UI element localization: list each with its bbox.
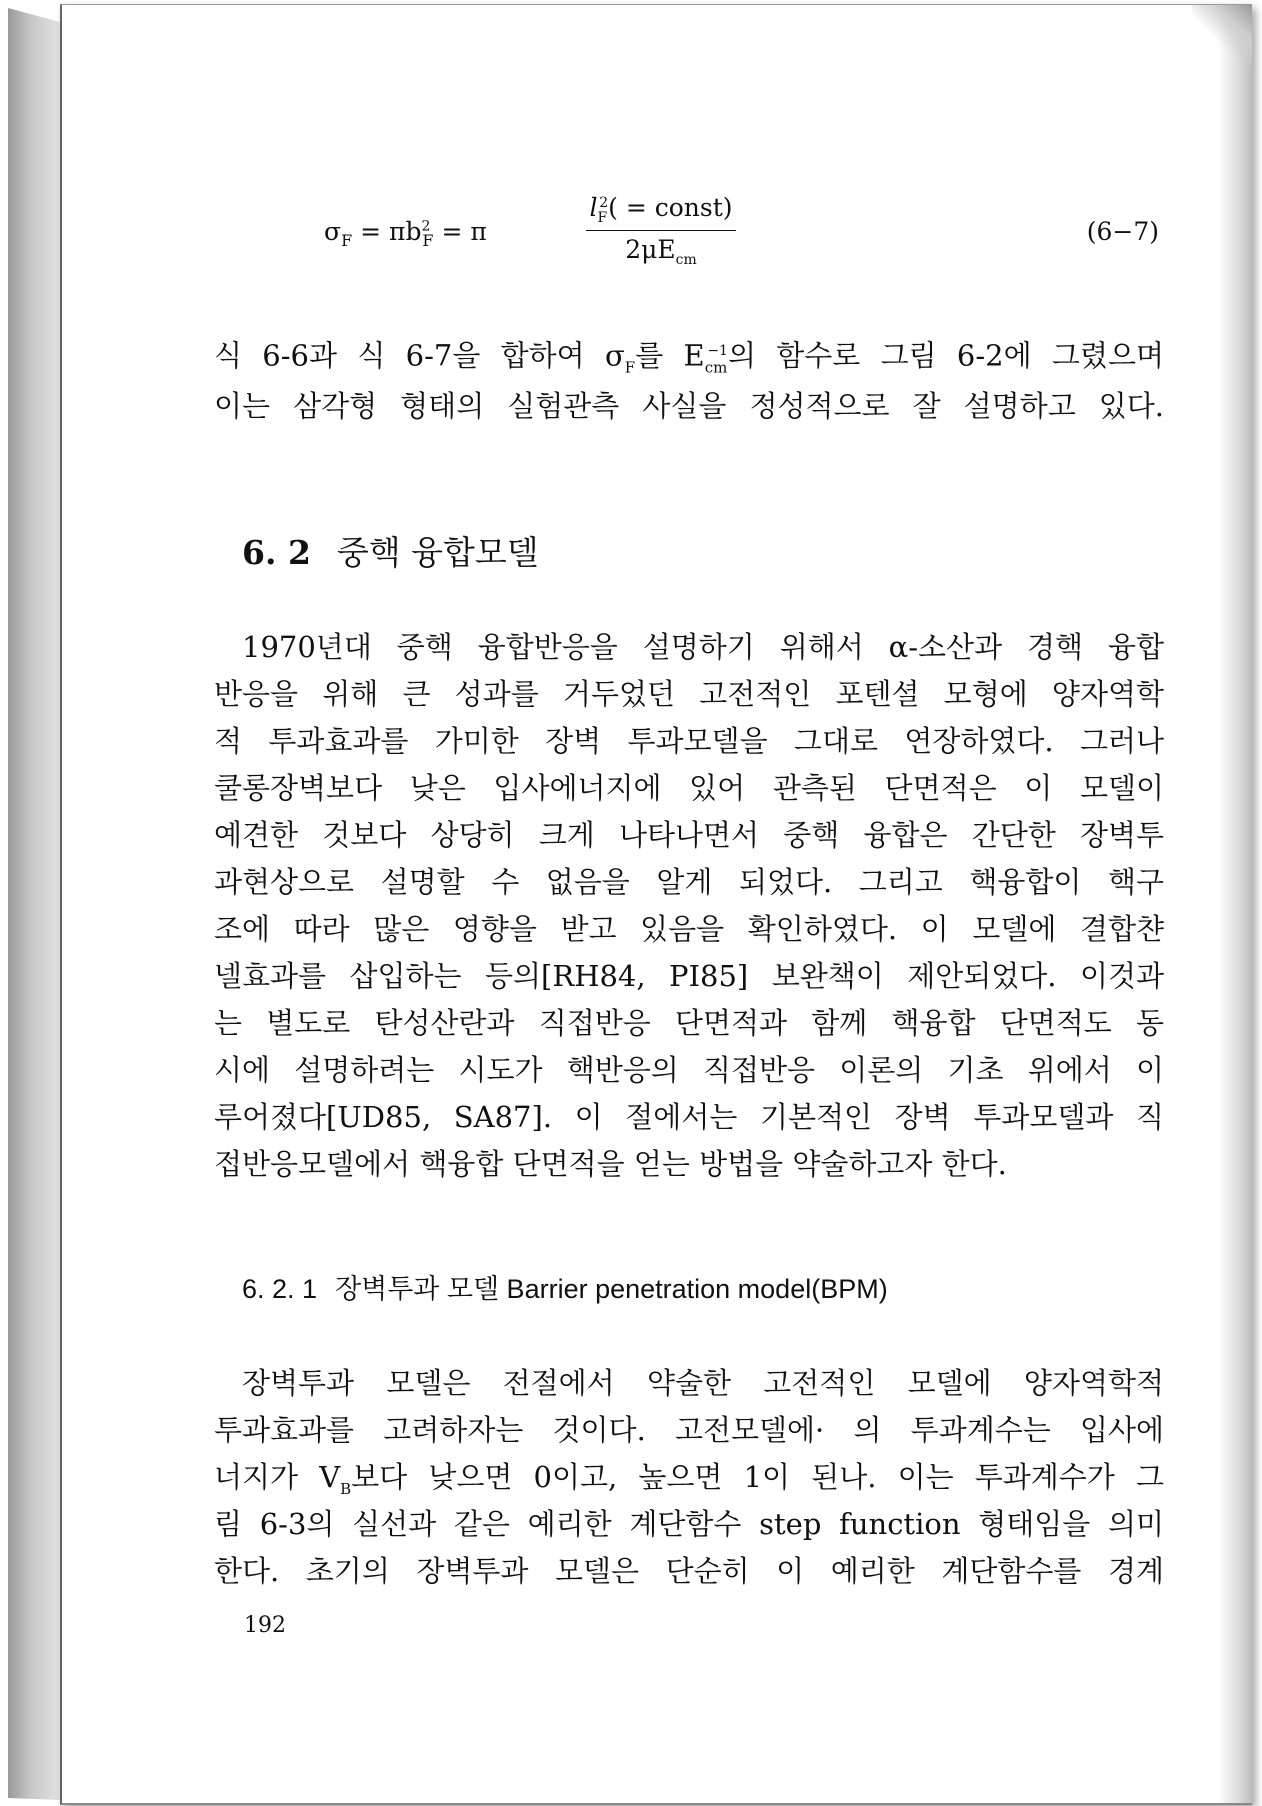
page-corner-curl [1192,5,1252,65]
equation-fraction [586,193,736,268]
paragraph-3-line: 한다. 초기의 장벽투과 모델은 단순히 이 예리한 계단함수를 경계 [214,1554,1164,1588]
paragraph-2-line: 시에 설명하려는 시도가 핵반응의 직접반응 이론의 기초 위에서 이 [214,1053,1164,1087]
page-edge-shadow [1218,5,1252,1803]
equation-denominator: $2\mu E_{cm}$ [625,235,697,268]
equation-number: (6−7) [1086,217,1159,246]
equation-6-7 [324,193,1044,273]
paragraph-1-line-2: 이는 삼각형 형태의 실험관측 사실을 정성적으로 잘 설명하고 있다. [214,389,1164,423]
section-heading [242,527,539,574]
subsection-heading [242,1267,888,1306]
paragraph-2-line: 적 투과효과를 가미한 장벽 투과모델을 그대로 연장하였다. 그러나 [214,724,1164,758]
paragraph-3-line: 투과효과를 고려하자는 것이다. 고전모델에· 의 투과계수는 입사에 [214,1413,1164,1447]
equation-numerator: $l_F^2$( = const) [586,193,736,231]
subsection-number: 6. 2. 1 [242,1274,318,1304]
paragraph-2-line: 넬효과를 삽입하는 등의[RH84, PI85] 보완책이 제안되었다. 이것과 [214,959,1164,993]
paragraph-3-line: 림 6-3의 실선과 같은 예리한 계단함수 step function 형태임을 의미 [214,1507,1164,1541]
page-number: 192 [244,1613,286,1638]
paragraph-3-line: 장벽투과 모델은 전절에서 약술한 고전적인 모델에 양자역학적 [242,1366,1164,1400]
book-spine [8,8,60,1800]
paragraph-2-line: 과현상으로 설명할 수 없음을 알게 되었다. 그리고 핵융합이 핵구 [214,865,1164,899]
paragraph-2-line: 는 별도로 탄성산란과 직접반응 단면적과 함께 핵융합 단면적도 동 [214,1006,1164,1040]
paragraph-2-line: 1970년대 중핵 융합반응을 설명하기 위해서 α-소산과 경핵 융합 [242,630,1164,664]
paragraph-2-line: 조에 따라 많은 영향을 받고 있음을 확인하였다. 이 모델에 결합챤 [214,912,1164,946]
paragraph-1-line-1: 식 6-6과 식 6-7을 합하여 $\sigma_F$를 $E_{cm}^{-1}$의 함수로 그림 6-2에 그렸으며 [214,338,1164,377]
paragraph-2-line: 루어졌다[UD85, SA87]. 이 절에서는 기본적인 장벽 투과모델과 직 [214,1100,1164,1134]
paragraph-2-line: 쿨롱장벽보다 낮은 입사에너지에 있어 관측된 단면적은 이 모델이 [214,771,1164,805]
section-title: 중핵 융합모델 [336,533,539,572]
paragraph-2-line: 접반응모델에서 핵융합 단면적을 얻는 방법을 약술하고자 한다. [214,1147,1007,1181]
section-number: 6. 2 [242,533,311,572]
paragraph-2-line: 예견한 것보다 상당히 크게 나타나면서 중핵 융합은 간단한 장벽투 [214,818,1164,852]
book-page [60,4,1252,1805]
paragraph-2-line: 반응을 위해 큰 성과를 거두었던 고전적인 포텐셜 모형에 양자역학 [214,677,1164,711]
subsection-title: 장벽투과 모델 Barrier penetration model(BPM) [335,1274,888,1304]
equation-lhs: $\sigma_F = \pi b^2_F = \pi$ [324,217,487,250]
paragraph-3-line: 너지가 $V_B$보다 낮으면 0이고, 높으면 1이 된나. 이는 투과계수가 그 [214,1460,1164,1498]
